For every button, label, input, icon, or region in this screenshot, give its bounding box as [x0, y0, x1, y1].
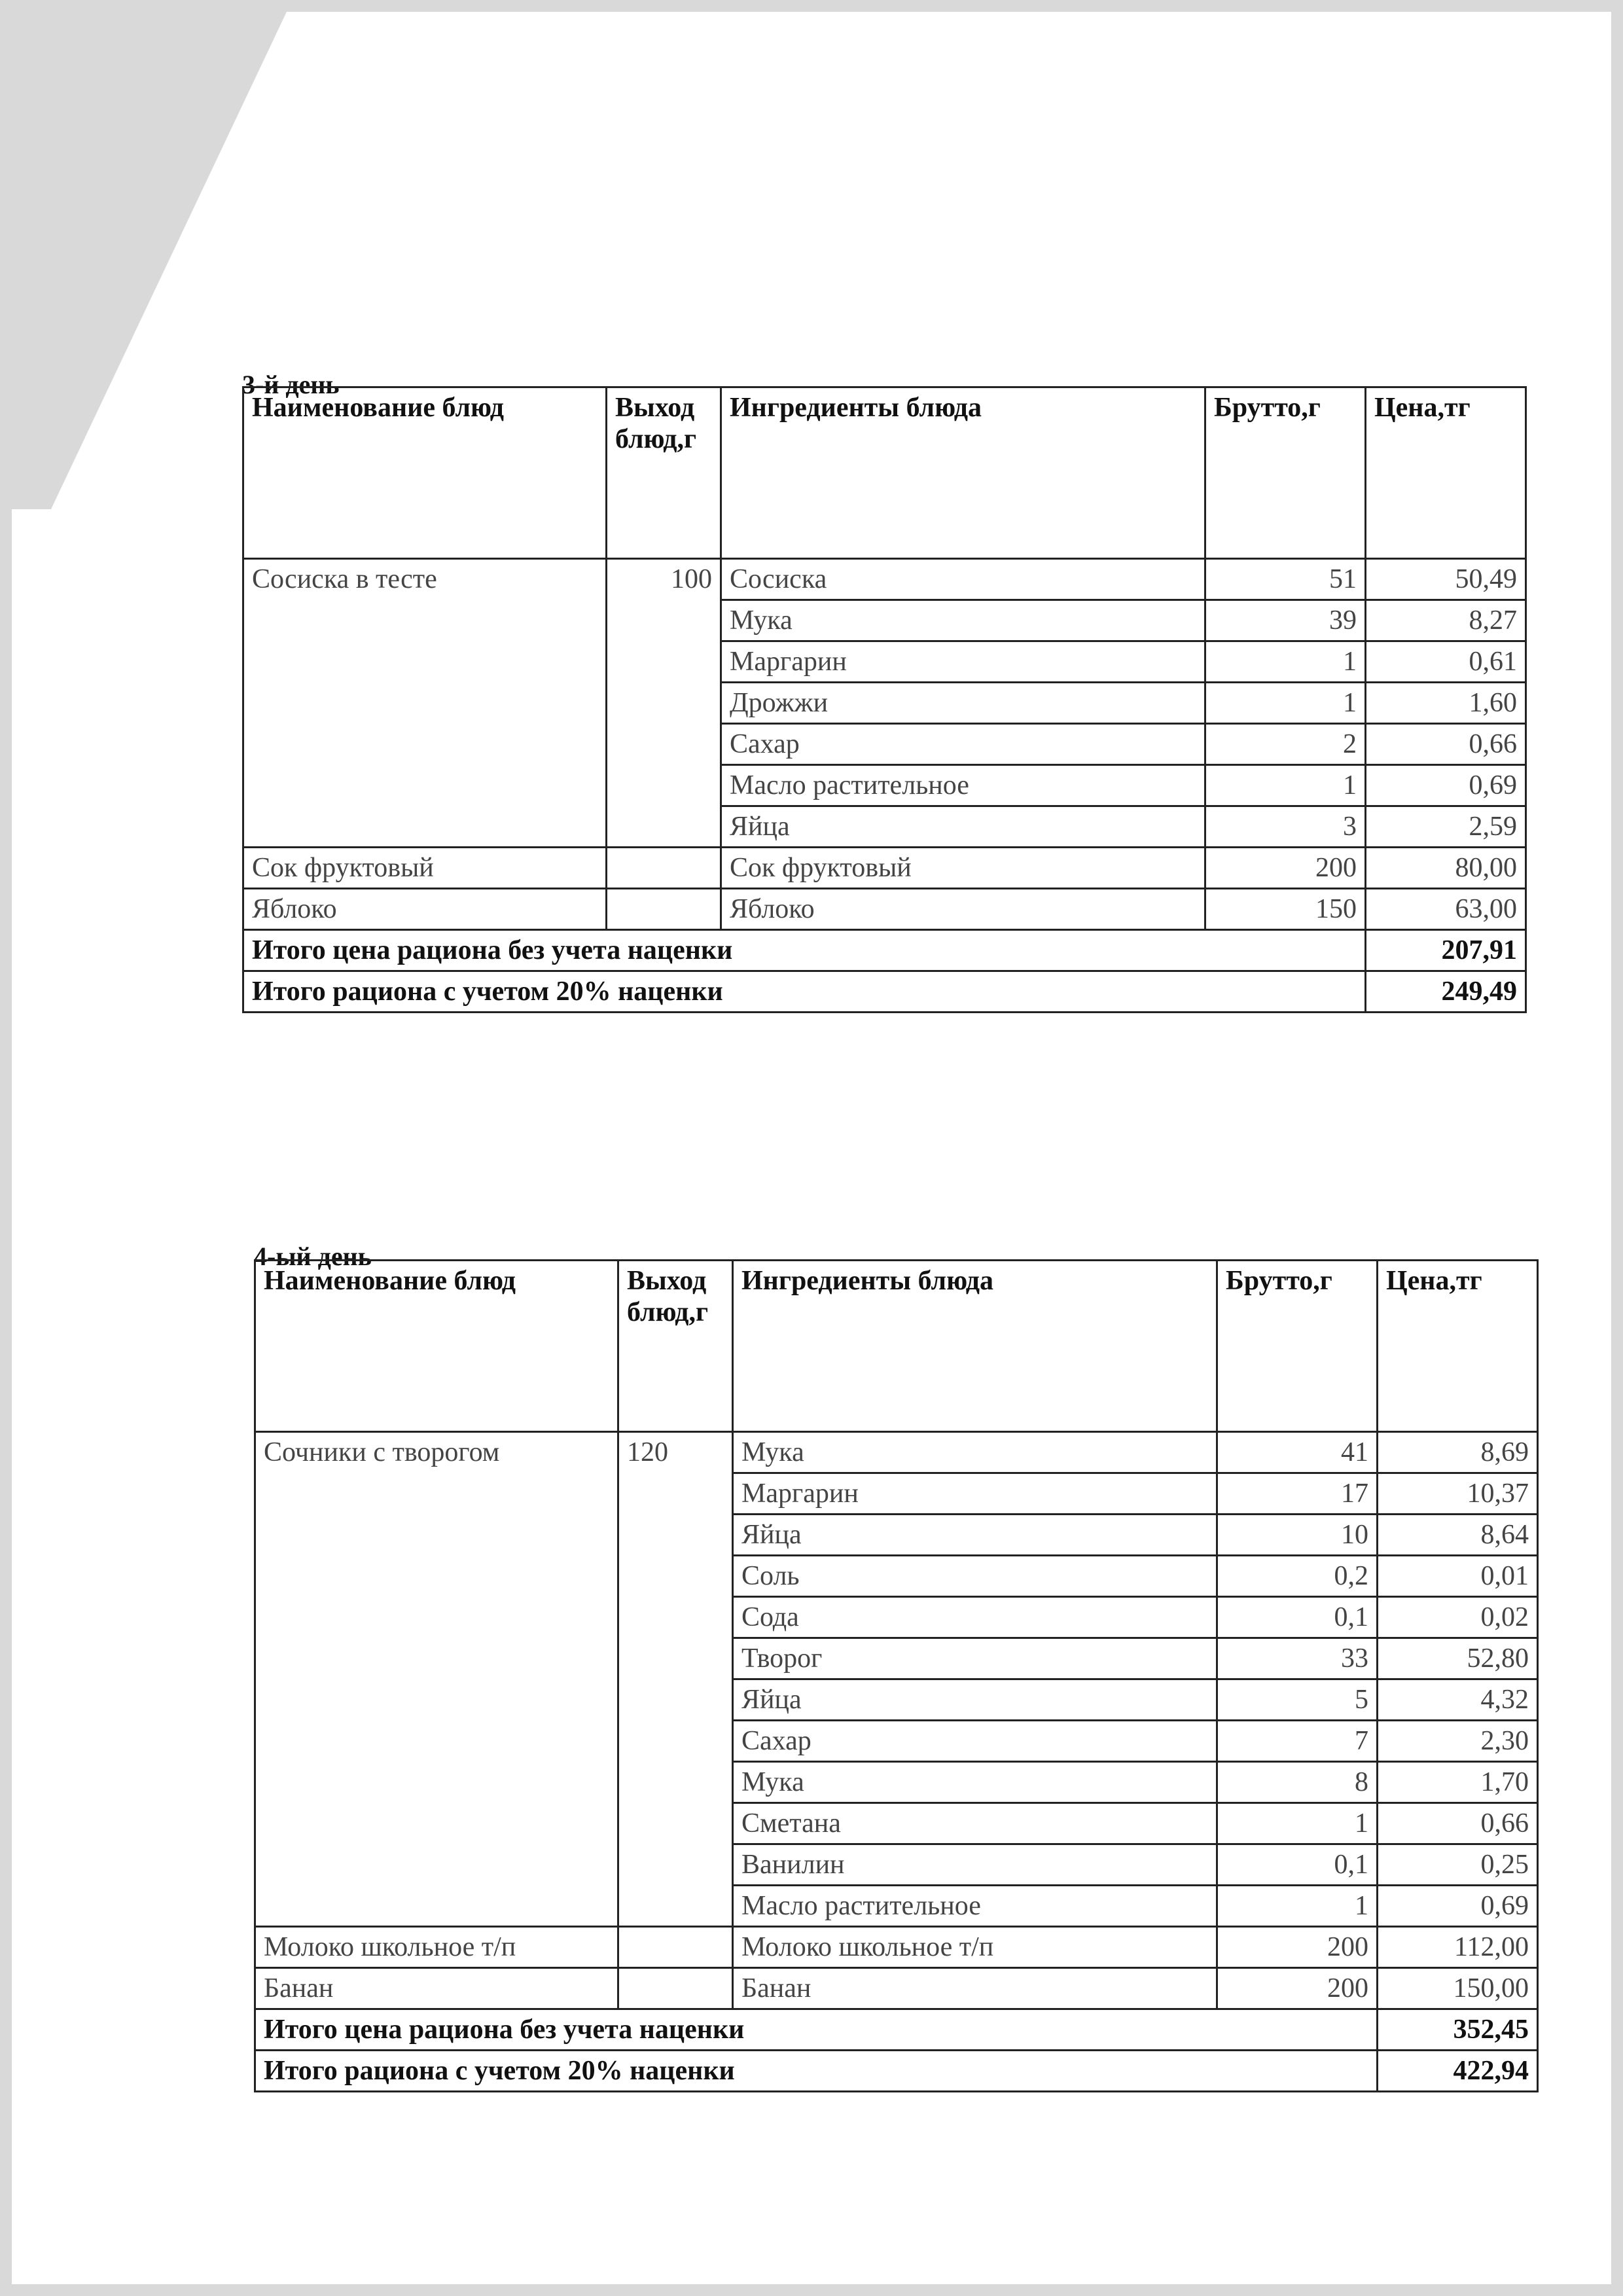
ingredient-price: 8,64	[1378, 1515, 1538, 1556]
total-row-no-markup	[255, 2009, 1538, 2051]
ingredient-price: 8,69	[1378, 1432, 1538, 1473]
total-row-markup	[243, 971, 1526, 1013]
ingredient-gross: 1	[1205, 765, 1366, 806]
ingredient-name: Молоко школьное т/п	[733, 1927, 1217, 1968]
ingredient-name: Сосиска	[721, 559, 1205, 600]
ingredient-price: 10,37	[1378, 1473, 1538, 1515]
day3-header-row	[243, 387, 1526, 559]
header-output: Выход блюд,г	[607, 387, 721, 559]
ingredient-price: 0,61	[1366, 641, 1526, 683]
ingredient-price: 0,69	[1366, 765, 1526, 806]
ingredient-name: Масло растительное	[733, 1886, 1217, 1927]
table-row	[243, 848, 1526, 889]
day4-title: 4-ый день	[254, 1242, 372, 1271]
header-ingredients: Ингредиенты блюда	[733, 1261, 1217, 1432]
ingredient-name: Маргарин	[733, 1473, 1217, 1515]
dish-name: Сок фруктовый	[243, 848, 607, 889]
ingredient-name: Сода	[733, 1597, 1217, 1638]
total-markup-label: Итого рациона с учетом 20% наценки	[243, 971, 1366, 1013]
header-price: Цена,тг	[1378, 1261, 1538, 1432]
ingredient-price: 150,00	[1378, 1968, 1538, 2009]
day3-menu-table	[242, 386, 1527, 1013]
ingredient-gross: 10	[1217, 1515, 1378, 1556]
ingredient-name: Яблоко	[721, 889, 1205, 930]
ingredient-gross: 41	[1217, 1432, 1378, 1473]
ingredient-price: 0,01	[1378, 1556, 1538, 1597]
ingredient-name: Мука	[733, 1432, 1217, 1473]
ingredient-gross: 8	[1217, 1762, 1378, 1803]
ingredient-gross: 51	[1205, 559, 1366, 600]
ingredient-name: Сок фруктовый	[721, 848, 1205, 889]
dish-name: Сосиска в тесте	[243, 559, 607, 848]
ingredient-name: Творог	[733, 1638, 1217, 1679]
ingredient-gross: 1	[1205, 683, 1366, 724]
ingredient-price: 52,80	[1378, 1638, 1538, 1679]
ingredient-gross: 33	[1217, 1638, 1378, 1679]
ingredient-name: Сметана	[733, 1803, 1217, 1844]
ingredient-price: 2,30	[1378, 1721, 1538, 1762]
ingredient-gross: 200	[1217, 1968, 1378, 2009]
ingredient-price: 4,32	[1378, 1679, 1538, 1721]
total-markup-label: Итого рациона с учетом 20% наценки	[255, 2051, 1378, 2092]
ingredient-gross: 7	[1217, 1721, 1378, 1762]
table-row	[255, 1927, 1538, 1968]
ingredient-gross: 39	[1205, 600, 1366, 641]
header-output: Выход блюд,г	[618, 1261, 733, 1432]
ingredient-gross: 2	[1205, 724, 1366, 765]
ingredient-gross: 200	[1217, 1927, 1378, 1968]
header-gross: Брутто,г	[1205, 387, 1366, 559]
total-row-markup	[255, 2051, 1538, 2092]
total-row-no-markup	[243, 930, 1526, 971]
ingredient-gross: 0,1	[1217, 1597, 1378, 1638]
day4-header-row	[255, 1261, 1538, 1432]
ingredient-gross: 3	[1205, 806, 1366, 848]
header-ingredients: Ингредиенты блюда	[721, 387, 1205, 559]
dish-name: Банан	[255, 1968, 618, 2009]
table-row	[243, 889, 1526, 930]
dish-output	[618, 1927, 733, 1968]
ingredient-name: Мука	[733, 1762, 1217, 1803]
ingredient-name: Яйца	[733, 1679, 1217, 1721]
ingredient-price: 2,59	[1366, 806, 1526, 848]
ingredient-gross: 0,2	[1217, 1556, 1378, 1597]
ingredient-name: Сахар	[721, 724, 1205, 765]
ingredient-gross: 1	[1217, 1803, 1378, 1844]
ingredient-price: 1,60	[1366, 683, 1526, 724]
total-no-markup-value: 352,45	[1378, 2009, 1538, 2051]
ingredient-name: Сахар	[733, 1721, 1217, 1762]
ingredient-gross: 0,1	[1217, 1844, 1378, 1886]
total-markup-value: 422,94	[1378, 2051, 1538, 2092]
header-gross: Брутто,г	[1217, 1261, 1378, 1432]
dish-name: Яблоко	[243, 889, 607, 930]
dish-output: 120	[618, 1432, 733, 1927]
total-no-markup-label: Итого цена рациона без учета наценки	[243, 930, 1366, 971]
dish-output	[607, 889, 721, 930]
total-no-markup-label: Итого цена рациона без учета наценки	[255, 2009, 1378, 2051]
ingredient-name: Ванилин	[733, 1844, 1217, 1886]
table-row	[255, 1968, 1538, 2009]
ingredient-price: 112,00	[1378, 1927, 1538, 1968]
table-row	[243, 559, 1526, 600]
ingredient-price: 0,25	[1378, 1844, 1538, 1886]
ingredient-name: Банан	[733, 1968, 1217, 2009]
dish-name: Сочники с творогом	[255, 1432, 618, 1927]
ingredient-price: 50,49	[1366, 559, 1526, 600]
ingredient-name: Маргарин	[721, 641, 1205, 683]
ingredient-gross: 150	[1205, 889, 1366, 930]
table-row	[255, 1432, 1538, 1473]
header-price: Цена,тг	[1366, 387, 1526, 559]
ingredient-name: Мука	[721, 600, 1205, 641]
header-dish-name: Наименование блюд	[255, 1261, 618, 1432]
day3-title: 3-й день	[242, 370, 340, 399]
ingredient-gross: 1	[1217, 1886, 1378, 1927]
ingredient-price: 0,66	[1366, 724, 1526, 765]
ingredient-gross: 5	[1217, 1679, 1378, 1721]
ingredient-name: Масло растительное	[721, 765, 1205, 806]
ingredient-price: 63,00	[1366, 889, 1526, 930]
day4-menu-table	[254, 1259, 1539, 2092]
total-no-markup-value: 207,91	[1366, 930, 1526, 971]
ingredient-price: 1,70	[1378, 1762, 1538, 1803]
ingredient-price: 0,66	[1378, 1803, 1538, 1844]
dish-output	[618, 1968, 733, 2009]
total-markup-value: 249,49	[1366, 971, 1526, 1013]
dish-output	[607, 848, 721, 889]
ingredient-gross: 200	[1205, 848, 1366, 889]
ingredient-name: Яйца	[733, 1515, 1217, 1556]
ingredient-price: 0,69	[1378, 1886, 1538, 1927]
ingredient-gross: 17	[1217, 1473, 1378, 1515]
ingredient-name: Соль	[733, 1556, 1217, 1597]
ingredient-name: Дрожжи	[721, 683, 1205, 724]
dish-output: 100	[607, 559, 721, 848]
ingredient-price: 80,00	[1366, 848, 1526, 889]
header-dish-name: Наименование блюд	[243, 387, 607, 559]
ingredient-price: 0,02	[1378, 1597, 1538, 1638]
dish-name: Молоко школьное т/п	[255, 1927, 618, 1968]
ingredient-gross: 1	[1205, 641, 1366, 683]
ingredient-name: Яйца	[721, 806, 1205, 848]
ingredient-price: 8,27	[1366, 600, 1526, 641]
